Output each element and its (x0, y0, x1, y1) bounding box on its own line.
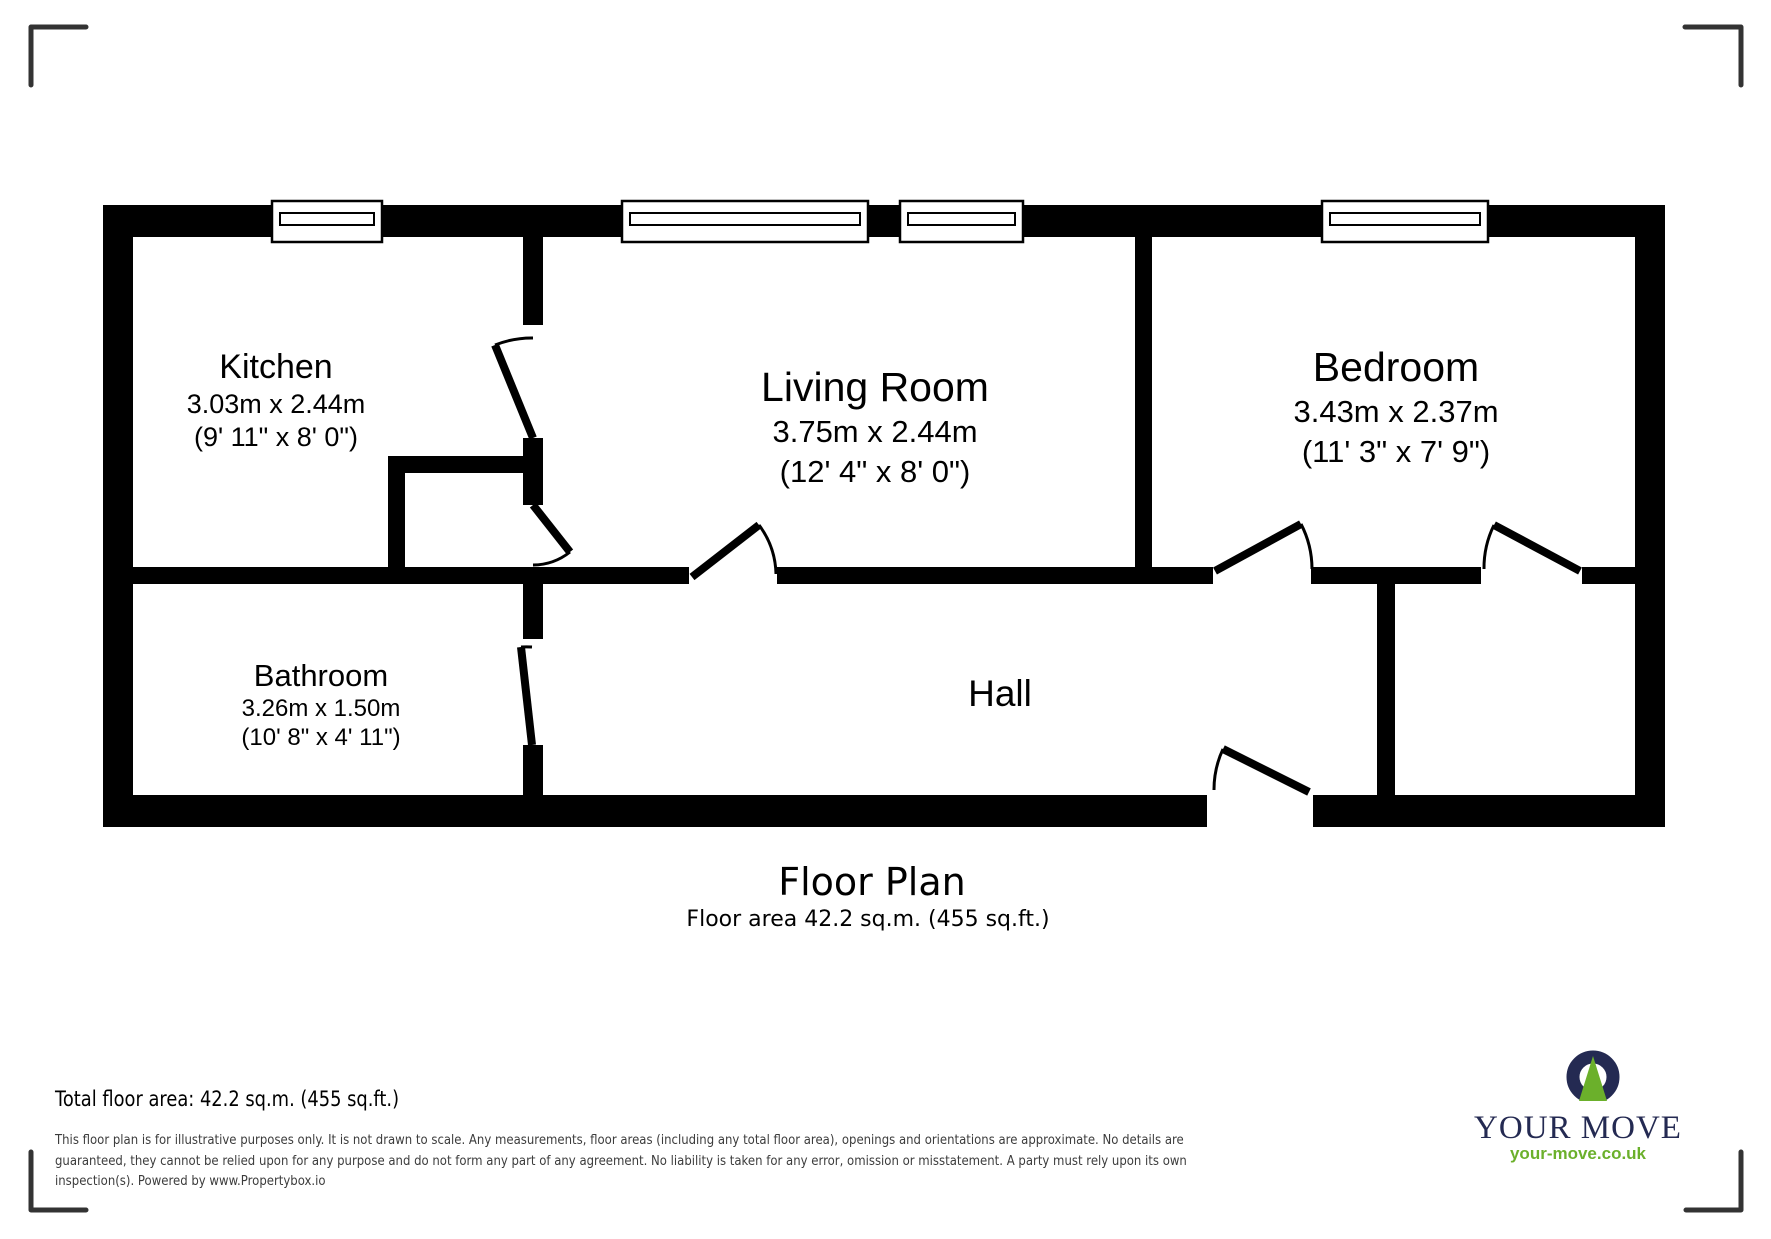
hall-name: Hall (968, 673, 1032, 714)
bathroom-door-icon (521, 647, 532, 745)
store-door-icon (1484, 525, 1580, 571)
kitchen-dim-metric: 3.03m x 2.44m (186, 389, 366, 419)
page-title: Floor Plan (778, 860, 966, 904)
kitchen-window-icon (272, 201, 382, 242)
kitchen-dim-imperial: (9' 11" x 8' 0") (193, 422, 359, 452)
living-window-right-icon (900, 201, 1023, 242)
bathroom-name: Bathroom (253, 658, 389, 693)
kitchen-name: Kitchen (219, 348, 333, 386)
brand-url: your-move.co.uk (1509, 1144, 1647, 1163)
disclaimer-line-1: This floor plan is for illustrative purposes only. It is not drawn to scale. Any measurements, floor areas (including any total floor area), openings and orientations are approximate. No details are (55, 1133, 1184, 1148)
wall-bedroom-bottom-east (1582, 567, 1635, 584)
room-label-hall (968, 672, 1032, 716)
living-room-door-icon (692, 525, 776, 577)
room-label-bathroom (241, 657, 400, 752)
bedroom-window-icon (1322, 201, 1488, 242)
wall-hall-top-west (543, 567, 689, 584)
bathroom-dim-metric: 3.26m x 1.50m (241, 695, 401, 722)
room-label-living-room (761, 362, 989, 492)
brand-name: YOUR MOVE (1474, 1110, 1682, 1146)
wall-nook-vertical (388, 456, 405, 584)
disclaimer-line-3: inspection(s). Powered by www.Propertybox.io (55, 1174, 326, 1189)
room-label-kitchen (187, 346, 366, 454)
bedroom-name: Bedroom (1312, 344, 1480, 390)
wall-living-bedroom (1135, 237, 1152, 584)
bedroom-dim-imperial: (11' 3" x 7' 9") (1301, 434, 1491, 469)
crop-mark-top-right-icon (1685, 27, 1741, 85)
wall-nook-horizontal (390, 456, 543, 473)
disclaimer-line-2: guaranteed, they cannot be relied upon for any purpose and do not form any part of any agreement. No liability is taken for any error, omission or misstatement. A party must rely upon its own (55, 1153, 1187, 1169)
your-move-logo-icon (1573, 1056, 1613, 1112)
wall-bottom-east (1313, 795, 1665, 827)
kitchen-door-icon (495, 338, 533, 438)
wall-bathroom-right-lower (523, 745, 543, 795)
wall-hall-store (1377, 584, 1395, 795)
total-floor-area: Total floor area: 42.2 sq.m. (455 sq.ft.) (55, 1087, 400, 1111)
wall-right (1635, 205, 1665, 827)
crop-mark-bottom-right-icon (1686, 1152, 1741, 1210)
page-subtitle: Floor area 42.2 sq.m. (455 sq.ft.) (686, 907, 1050, 932)
nook-door-icon (533, 505, 570, 565)
living-room-dim-imperial: (12' 4" x 8' 0") (779, 454, 971, 489)
disclaimer (55, 1131, 1187, 1193)
wall-bathroom-right-upper (523, 584, 543, 639)
living-window-left-icon (622, 201, 868, 242)
bathroom-dim-imperial: (10' 8" x 4' 11") (241, 724, 401, 751)
wall-bottom-west (103, 795, 1207, 827)
wall-bathroom-top (133, 567, 390, 584)
wall-bedroom-bottom-west (1311, 567, 1481, 584)
wall-nook-bottom (405, 567, 543, 584)
room-label-bedroom (1293, 342, 1498, 472)
entrance-door-icon (1214, 749, 1309, 792)
living-room-dim-metric: 3.75m x 2.44m (772, 414, 978, 449)
wall-kitchen-living-upper (523, 237, 543, 325)
wall-left (103, 205, 133, 827)
living-room-name: Living Room (761, 364, 989, 410)
bedroom-dim-metric: 3.43m x 2.37m (1293, 394, 1499, 429)
bedroom-door-icon (1215, 524, 1312, 571)
crop-mark-top-left-icon (31, 27, 86, 85)
